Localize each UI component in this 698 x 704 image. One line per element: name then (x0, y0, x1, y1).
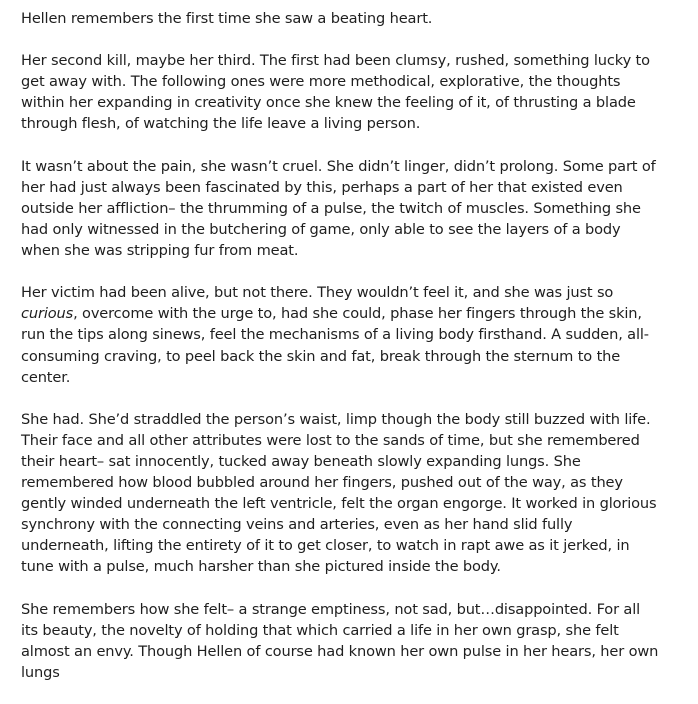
paragraph-4 (21, 282, 661, 387)
paragraph-6: She remembers how she felt– a strange emptiness, not sad, but…disappointed. For all its beauty, the novelty of holding that which carried a life in her own grasp, she felt almost an envy. Though Hellen of course had known her own pulse in her hears, her own lungs (21, 600, 659, 681)
emphasis-curious: curious (21, 305, 74, 323)
paragraph-1: Hellen remembers the first time she saw a beating heart. (21, 10, 433, 27)
paragraph-5: She had. She’d straddled the person’s waist, limp though the body still buzzed with life. Their face and all other attributes were lost to the sands of time, but she remembered their heart– sat innocently, tucked away beneath slowly expanding lungs. She remembered how blood bubbled around her fingers, pushed out of the way, as they gently winded underneath the left ventricle, felt the organ engorge. It worked in glorious synchrony with the connecting veins and arteries, even as her hand slid fully underneath, lifting the entirety of it to get closer, to watch in rapt awe as it jerked, in tune with a pulse, much harsher than she pictured inside the body. (21, 410, 657, 576)
paragraph-4-end: , overcome with the urge to, had she could, phase her fingers through the skin, run the tips along sinews, feel the mechanisms of a living body firsthand. A sudden, all-consuming craving, to peel back the skin and fat, break through the sternum to the center. (21, 305, 649, 386)
paragraph-2: Her second kill, maybe her third. The first had been clumsy, rushed, something lucky to get away with. The following ones were more methodical, explorative, the thoughts within her expanding in creativity once she knew the feeling of it, of thrusting a blade through flesh, of watching the life leave a living person. (21, 52, 650, 133)
paragraph-4-start: Her victim had been alive, but not there. They wouldn’t feel it, and she was just so (21, 284, 614, 302)
document-body (21, 8, 661, 704)
paragraph-3: It wasn’t about the pain, she wasn’t cruel. She didn’t linger, didn’t prolong. Some part of her had just always been fascinated by this, perhaps a part of her that existed even outside her affliction– the thrumming of a pulse, the twitch of muscles. Something she had only witnessed in the butchering of game, only able to see the layers of a body when she was stripping fur from meat. (21, 157, 656, 260)
